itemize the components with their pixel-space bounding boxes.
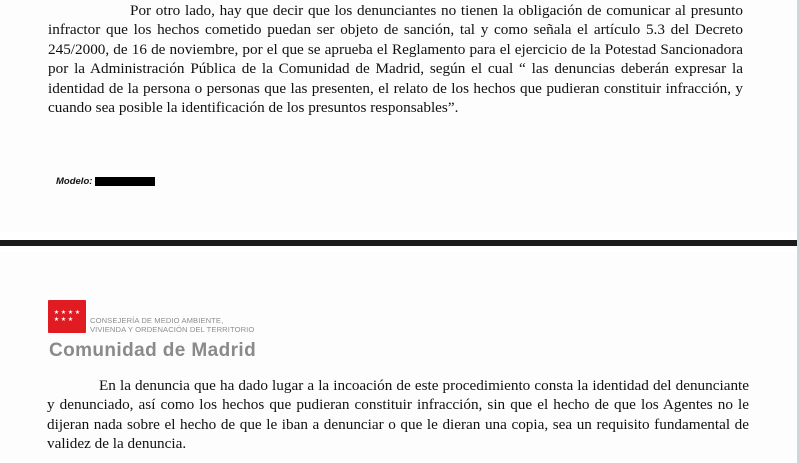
star-icon: ★ [60, 316, 67, 323]
star-icon: ★ [67, 309, 74, 316]
modelo-field [56, 176, 155, 187]
bottom-paragraph: En la denuncia que ha dado lugar a la incoación de este procedimiento consta la identidad del denunciante y denunciado, así como los hechos que pudieran constituir infracción, sin que el hecho de que los Agentes no le dijeran nada sobre el hecho de que le iban a denunciar o que le dieran una copia, sea un requisito fundamental de validez de la denuncia. [47, 377, 749, 453]
top-paragraph: Por otro lado, hay que decir que los denunciantes no tienen la obligación de comunicar al presunto infractor que los hechos cometido puedan ser objeto de sanción, tal y como señala el artículo 5.3 del Decreto 245/2000, de 16 de noviembre, por el que se aprueba el Reglamento para el ejercicio de la Potestad Sancionadora por la Administración Pública de la Comunidad de Madrid, según el cual “ las denuncias deberán expresar la identidad de la persona o personas que las presenten, el relato de los hechos que pudieran constituir infracción, y cuando sea posible la identificación de los presuntos responsables”. [48, 2, 743, 117]
department-line-1: CONSEJERÍA DE MEDIO AMBIENTE, [90, 316, 224, 325]
star-icon: ★ [60, 309, 67, 316]
star-icon: ★ [74, 309, 81, 316]
star-icon: ★ [67, 316, 74, 323]
redacted-model-value [95, 177, 155, 186]
star-icon: ★ [53, 309, 60, 316]
madrid-flag-logo-icon [48, 300, 86, 333]
modelo-label: Modelo: [56, 176, 93, 187]
logo-stars [54, 310, 81, 323]
page-separator [0, 240, 800, 246]
department-line-2: VIVIENDA Y ORDENACIÓN DEL TERRITORIO [90, 325, 255, 334]
star-icon: ★ [53, 316, 60, 323]
organization-name: Comunidad de Madrid [49, 340, 257, 361]
